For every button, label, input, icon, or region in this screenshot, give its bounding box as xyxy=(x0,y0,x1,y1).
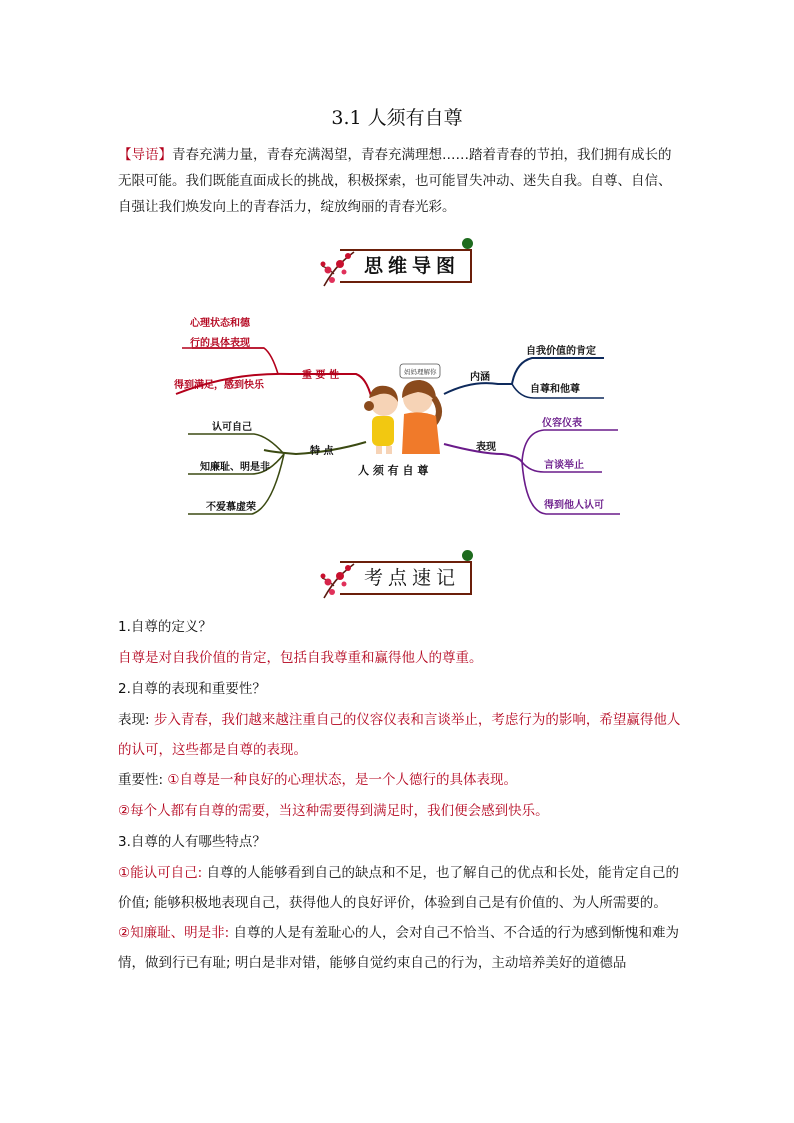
mind-map xyxy=(172,302,632,530)
question: 2.自尊的表现和重要性？ xyxy=(118,681,266,697)
keypoints-banner xyxy=(318,556,478,600)
performance-branch xyxy=(444,416,620,514)
answer: 自尊是对自我价值的肯定，包括自我尊重和赢得他人的尊重。 xyxy=(118,650,483,666)
green-dot-icon xyxy=(462,238,473,249)
speech-bubble: 妈妈理解你 xyxy=(404,368,437,376)
mindmap-center-title: 人 须 有 自 尊 xyxy=(358,464,429,477)
answer-text: 步入青春，我们越来越注重自己的仪容仪表和言谈举止，考虑行为的影响，希望赢得他人的认可，这些都是自尊的表现。 xyxy=(118,712,681,758)
answer-label: 表现: xyxy=(118,712,150,728)
intro-paragraph xyxy=(118,142,678,220)
meaning-label: 内涵 xyxy=(470,372,490,383)
performance-item: 得到他人认可 xyxy=(544,500,604,511)
importance-item: 得到满足，感到快乐 xyxy=(174,380,264,391)
mindmap-banner xyxy=(318,244,478,288)
performance-label: 表现 xyxy=(476,442,496,453)
answer-text: ①自尊是一种良好的心理状态，是一个人德行的具体表现。 xyxy=(163,772,517,788)
answer-text: 自尊的人能够看到自己的缺点和不足，也了解自己的优点和长处，能肯定自己的价值; 能够积极地表现自己，获得他人的良好评价，体验到自己是有价值的、为人所需要的。 xyxy=(118,865,679,911)
meaning-item: 自尊和他尊 xyxy=(530,384,580,395)
answer-label: ②知廉耻、明是非: xyxy=(118,925,230,941)
banner-title: 考点速记 xyxy=(363,567,460,589)
features-item: 不爱慕虚荣 xyxy=(206,502,256,513)
answer xyxy=(118,765,683,796)
page-title: 3.1 人须有自尊 xyxy=(331,107,463,129)
performance-item: 仪容仪表 xyxy=(542,418,582,429)
features-label: 特 点 xyxy=(310,446,334,457)
answer-label: 重要性: xyxy=(118,772,164,788)
banner-title: 思维导图 xyxy=(363,255,460,277)
importance-item: 心理状态和德 xyxy=(190,318,250,329)
answer-label: ①能认可自己: xyxy=(118,865,203,881)
importance-branch xyxy=(174,316,372,400)
features-item: 知廉耻、明是非 xyxy=(200,462,270,473)
meaning-branch xyxy=(444,344,604,398)
importance-label: 重 要 性 xyxy=(302,370,339,381)
green-dot-icon xyxy=(462,550,473,561)
answer-text: 自尊的人是有羞耻心的人，会对自己不恰当、不合适的行为感到惭愧和难为情，做到行已有耻; 明白是非对错，能够自觉约束自己的行为，主动培养美好的道德品 xyxy=(118,925,679,971)
intro-tag: 【导语】 xyxy=(118,147,172,163)
features-branch xyxy=(188,420,366,514)
answer xyxy=(118,918,683,978)
answer xyxy=(118,858,683,918)
mother-daughter-illustration xyxy=(358,364,440,477)
answer xyxy=(118,705,683,765)
performance-item: 言谈举止 xyxy=(544,460,584,471)
features-item: 认可自己 xyxy=(212,422,252,433)
answer: ②每个人都有自尊的需要，当这种需要得到满足时，我们便会感到快乐。 xyxy=(118,803,549,819)
question: 3.自尊的人有哪些特点？ xyxy=(118,834,266,850)
meaning-item: 自我价值的肯定 xyxy=(526,346,596,357)
question: 1.自尊的定义？ xyxy=(118,619,212,635)
intro-text: 青春充满力量，青春充满渴望，青春充满理想……踏着青春的节拍，我们拥有成长的无限可能。我们既能直面成长的挑战，积极探索，也可能冒失冲动、迷失自我。自尊、自信、自强让我们焕发向上的青春活力，绽放绚丽的青春光彩。 xyxy=(118,147,672,215)
keypoints-content xyxy=(118,612,683,978)
importance-item: 行的具体表现 xyxy=(190,338,250,349)
